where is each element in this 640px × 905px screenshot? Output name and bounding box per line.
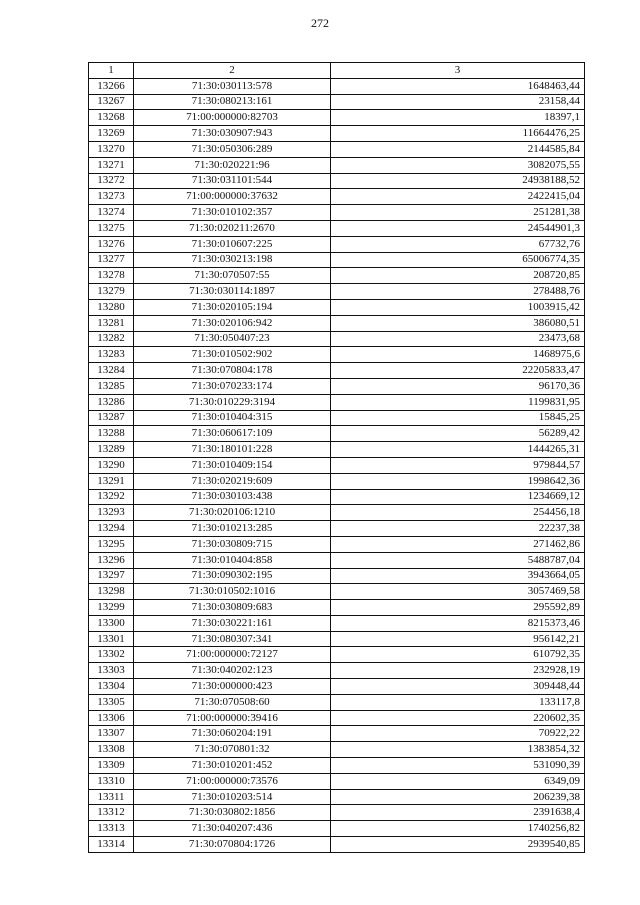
row-number-cell: 13308	[89, 742, 134, 758]
cadastral-number-cell: 71:30:080307:341	[134, 631, 331, 647]
cadastral-number-cell: 71:30:020106:1210	[134, 505, 331, 521]
table-row	[89, 442, 585, 458]
table-row	[89, 694, 585, 710]
value-cell: 2391638,4	[331, 805, 585, 821]
table-row	[89, 173, 585, 189]
cadastral-number-cell: 71:30:060204:191	[134, 726, 331, 742]
value-cell: 96170,36	[331, 378, 585, 394]
value-cell: 65006774,35	[331, 252, 585, 268]
value-cell: 18397,1	[331, 110, 585, 126]
row-number-cell: 13285	[89, 378, 134, 394]
cadastral-number-cell: 71:30:070507:55	[134, 268, 331, 284]
value-cell: 70922,22	[331, 726, 585, 742]
row-number-cell: 13291	[89, 473, 134, 489]
value-cell: 208720,85	[331, 268, 585, 284]
table-row	[89, 426, 585, 442]
cadastral-number-cell: 71:30:030802:1856	[134, 805, 331, 821]
row-number-cell: 13302	[89, 647, 134, 663]
cadastral-number-cell: 71:30:070801:32	[134, 742, 331, 758]
cadastral-number-cell: 71:30:010607:225	[134, 236, 331, 252]
table-row	[89, 536, 585, 552]
table-row	[89, 315, 585, 331]
table-row	[89, 821, 585, 837]
row-number-cell: 13313	[89, 821, 134, 837]
column-header-1: 1	[89, 63, 134, 79]
row-number-cell: 13273	[89, 189, 134, 205]
table-row	[89, 805, 585, 821]
cadastral-number-cell: 71:30:020221:96	[134, 157, 331, 173]
value-cell: 133117,8	[331, 694, 585, 710]
row-number-cell: 13279	[89, 284, 134, 300]
table-row	[89, 299, 585, 315]
row-number-cell: 13281	[89, 315, 134, 331]
table-row	[89, 837, 585, 853]
cadastral-number-cell: 71:30:030809:683	[134, 600, 331, 616]
value-cell: 22237,38	[331, 521, 585, 537]
cadastral-number-cell: 71:30:030114:1897	[134, 284, 331, 300]
cadastral-number-cell: 71:30:080213:161	[134, 94, 331, 110]
column-header-2: 2	[134, 63, 331, 79]
row-number-cell: 13268	[89, 110, 134, 126]
value-cell: 2422415,04	[331, 189, 585, 205]
value-cell: 1383854,32	[331, 742, 585, 758]
row-number-cell: 13314	[89, 837, 134, 853]
cadastral-number-cell: 71:00:000000:72127	[134, 647, 331, 663]
value-cell: 22205833,47	[331, 363, 585, 379]
table-row	[89, 394, 585, 410]
table-row	[89, 331, 585, 347]
value-cell: 3943664,05	[331, 568, 585, 584]
cadastral-number-cell: 71:30:060617:109	[134, 426, 331, 442]
table-row	[89, 141, 585, 157]
row-number-cell: 13267	[89, 94, 134, 110]
table-row	[89, 347, 585, 363]
table-row	[89, 679, 585, 695]
table-row	[89, 220, 585, 236]
cadastral-number-cell: 71:30:030213:198	[134, 252, 331, 268]
row-number-cell: 13310	[89, 773, 134, 789]
value-cell: 1740256,82	[331, 821, 585, 837]
row-number-cell: 13307	[89, 726, 134, 742]
table-row	[89, 615, 585, 631]
row-number-cell: 13311	[89, 789, 134, 805]
value-cell: 2939540,85	[331, 837, 585, 853]
row-number-cell: 13294	[89, 521, 134, 537]
row-number-cell: 13278	[89, 268, 134, 284]
cadastral-number-cell: 71:30:010404:858	[134, 552, 331, 568]
cadastral-number-cell: 71:30:010102:357	[134, 205, 331, 221]
table-row	[89, 157, 585, 173]
row-number-cell: 13280	[89, 299, 134, 315]
row-number-cell: 13286	[89, 394, 134, 410]
value-cell: 3057469,58	[331, 584, 585, 600]
cadastral-number-cell: 71:30:040207:436	[134, 821, 331, 837]
value-cell: 386080,51	[331, 315, 585, 331]
row-number-cell: 13282	[89, 331, 134, 347]
column-header-3: 3	[331, 63, 585, 79]
value-cell: 271462,86	[331, 536, 585, 552]
table-row	[89, 789, 585, 805]
table-row	[89, 268, 585, 284]
table-row	[89, 600, 585, 616]
value-cell: 1468975,6	[331, 347, 585, 363]
cadastral-number-cell: 71:30:010404:315	[134, 410, 331, 426]
table-row	[89, 189, 585, 205]
row-number-cell: 13309	[89, 758, 134, 774]
row-number-cell: 13266	[89, 78, 134, 94]
cadastral-number-cell: 71:30:030809:715	[134, 536, 331, 552]
table-row	[89, 126, 585, 142]
value-cell: 24938188,52	[331, 173, 585, 189]
value-cell: 15845,25	[331, 410, 585, 426]
row-number-cell: 13301	[89, 631, 134, 647]
cadastral-number-cell: 71:30:031101:544	[134, 173, 331, 189]
cadastral-number-cell: 71:30:000000:423	[134, 679, 331, 695]
value-cell: 56289,42	[331, 426, 585, 442]
row-number-cell: 13299	[89, 600, 134, 616]
row-number-cell: 13270	[89, 141, 134, 157]
row-number-cell: 13276	[89, 236, 134, 252]
page-number: 272	[311, 16, 329, 30]
value-cell: 1003915,42	[331, 299, 585, 315]
cadastral-number-cell: 71:00:000000:37632	[134, 189, 331, 205]
table-row	[89, 489, 585, 505]
row-number-cell: 13274	[89, 205, 134, 221]
cadastral-number-cell: 71:30:010201:452	[134, 758, 331, 774]
table-row	[89, 631, 585, 647]
table-row	[89, 378, 585, 394]
cadastral-number-cell: 71:30:070804:1726	[134, 837, 331, 853]
value-cell: 3082075,55	[331, 157, 585, 173]
row-number-cell: 13292	[89, 489, 134, 505]
value-cell: 1648463,44	[331, 78, 585, 94]
table-row	[89, 647, 585, 663]
table-row	[89, 568, 585, 584]
cadastral-number-cell: 71:00:000000:82703	[134, 110, 331, 126]
row-number-cell: 13287	[89, 410, 134, 426]
value-cell: 251281,38	[331, 205, 585, 221]
cadastral-number-cell: 71:30:020219:609	[134, 473, 331, 489]
cadastral-number-cell: 71:30:010409:154	[134, 457, 331, 473]
row-number-cell: 13305	[89, 694, 134, 710]
row-number-cell: 13296	[89, 552, 134, 568]
cadastral-number-cell: 71:30:020106:942	[134, 315, 331, 331]
cadastral-number-cell: 71:30:010213:285	[134, 521, 331, 537]
table-row	[89, 505, 585, 521]
value-cell: 24544901,3	[331, 220, 585, 236]
cadastral-number-cell: 71:30:010229:3194	[134, 394, 331, 410]
cadastral-table	[88, 62, 585, 853]
row-number-cell: 13272	[89, 173, 134, 189]
table-row	[89, 236, 585, 252]
table-row	[89, 457, 585, 473]
cadastral-number-cell: 71:30:030113:578	[134, 78, 331, 94]
row-number-cell: 13297	[89, 568, 134, 584]
value-cell: 610792,35	[331, 647, 585, 663]
cadastral-number-cell: 71:30:040202:123	[134, 663, 331, 679]
value-cell: 23473,68	[331, 331, 585, 347]
table-row	[89, 726, 585, 742]
cadastral-number-cell: 71:00:000000:39416	[134, 710, 331, 726]
row-number-cell: 13312	[89, 805, 134, 821]
row-number-cell: 13303	[89, 663, 134, 679]
row-number-cell: 13289	[89, 442, 134, 458]
table-row	[89, 94, 585, 110]
table-row	[89, 552, 585, 568]
value-cell: 254456,18	[331, 505, 585, 521]
value-cell: 309448,44	[331, 679, 585, 695]
row-number-cell: 13284	[89, 363, 134, 379]
cadastral-number-cell: 71:30:070508:60	[134, 694, 331, 710]
cadastral-number-cell: 71:30:070804:178	[134, 363, 331, 379]
table-body	[89, 78, 585, 852]
table-row	[89, 473, 585, 489]
row-number-cell: 13306	[89, 710, 134, 726]
value-cell: 23158,44	[331, 94, 585, 110]
table-row	[89, 78, 585, 94]
table-row	[89, 110, 585, 126]
cadastral-number-cell: 71:30:090302:195	[134, 568, 331, 584]
cadastral-number-cell: 71:30:050407:23	[134, 331, 331, 347]
table-row	[89, 521, 585, 537]
row-number-cell: 13295	[89, 536, 134, 552]
cadastral-number-cell: 71:30:010203:514	[134, 789, 331, 805]
value-cell: 531090,39	[331, 758, 585, 774]
row-number-cell: 13298	[89, 584, 134, 600]
table-row	[89, 710, 585, 726]
value-cell: 11664476,25	[331, 126, 585, 142]
row-number-cell: 13277	[89, 252, 134, 268]
table-row	[89, 663, 585, 679]
cadastral-number-cell: 71:30:020211:2670	[134, 220, 331, 236]
table-row	[89, 742, 585, 758]
cadastral-number-cell: 71:30:020105:194	[134, 299, 331, 315]
cadastral-number-cell: 71:30:070233:174	[134, 378, 331, 394]
cadastral-number-cell: 71:30:050306:289	[134, 141, 331, 157]
value-cell: 278488,76	[331, 284, 585, 300]
value-cell: 8215373,46	[331, 615, 585, 631]
row-number-cell: 13275	[89, 220, 134, 236]
row-number-cell: 13293	[89, 505, 134, 521]
value-cell: 67732,76	[331, 236, 585, 252]
cadastral-number-cell: 71:30:180101:228	[134, 442, 331, 458]
value-cell: 1234669,12	[331, 489, 585, 505]
value-cell: 956142,21	[331, 631, 585, 647]
cadastral-number-cell: 71:30:010502:902	[134, 347, 331, 363]
value-cell: 2144585,84	[331, 141, 585, 157]
value-cell: 1998642,36	[331, 473, 585, 489]
value-cell: 206239,38	[331, 789, 585, 805]
row-number-cell: 13283	[89, 347, 134, 363]
table-row	[89, 284, 585, 300]
value-cell: 979844,57	[331, 457, 585, 473]
table-row	[89, 252, 585, 268]
cadastral-number-cell: 71:00:000000:73576	[134, 773, 331, 789]
cadastral-number-cell: 71:30:030907:943	[134, 126, 331, 142]
row-number-cell: 13269	[89, 126, 134, 142]
value-cell: 6349,09	[331, 773, 585, 789]
table-row	[89, 205, 585, 221]
value-cell: 5488787,04	[331, 552, 585, 568]
table-row	[89, 758, 585, 774]
row-number-cell: 13271	[89, 157, 134, 173]
table-header-row	[89, 63, 585, 79]
table-row	[89, 410, 585, 426]
value-cell: 1199831,95	[331, 394, 585, 410]
table-row	[89, 363, 585, 379]
row-number-cell: 13304	[89, 679, 134, 695]
row-number-cell: 13290	[89, 457, 134, 473]
value-cell: 232928,19	[331, 663, 585, 679]
table-row	[89, 773, 585, 789]
table-row	[89, 584, 585, 600]
value-cell: 1444265,31	[331, 442, 585, 458]
cadastral-number-cell: 71:30:030103:438	[134, 489, 331, 505]
value-cell: 295592,89	[331, 600, 585, 616]
cadastral-number-cell: 71:30:030221:161	[134, 615, 331, 631]
value-cell: 220602,35	[331, 710, 585, 726]
row-number-cell: 13288	[89, 426, 134, 442]
row-number-cell: 13300	[89, 615, 134, 631]
cadastral-number-cell: 71:30:010502:1016	[134, 584, 331, 600]
